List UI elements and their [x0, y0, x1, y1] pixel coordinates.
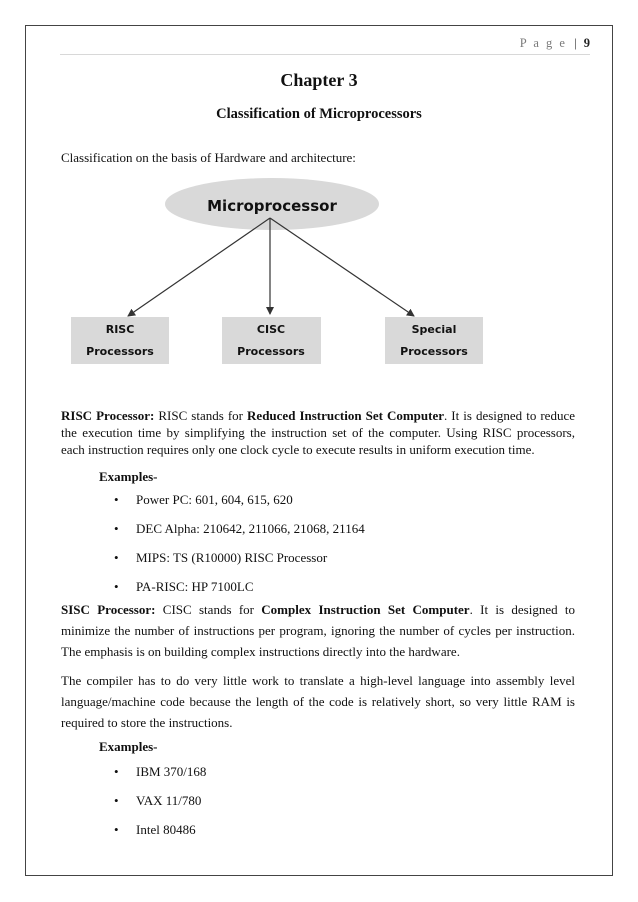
risc-example-3: MIPS: TS (R10000) RISC Processor	[136, 550, 328, 565]
list-item	[114, 579, 254, 595]
list-item	[114, 550, 327, 566]
risc-box-line1: RISC	[105, 323, 135, 336]
cisc-box-line2: Processors	[237, 345, 305, 358]
risc-box-line2: Processors	[86, 345, 154, 358]
risc-text-after: . It is designed to reduce the execution time by simplifying the instruction set of the computer. Using RISC processors, each instruction requires only one clock cycle to execute results in uniform execution time.	[61, 408, 575, 457]
classification-diagram	[0, 170, 638, 375]
root-label: Microprocessor	[207, 197, 337, 215]
cisc-examples-label: Examples-	[99, 739, 158, 754]
risc-text-before: RISC stands for	[154, 408, 248, 423]
page-separator: |	[574, 36, 577, 50]
section-title: Classification of Microprocessors	[216, 106, 422, 122]
cisc-text-before: CISC stands for	[155, 602, 262, 617]
cisc-example-2: VAX 11/780	[136, 793, 202, 808]
chapter-title: Chapter 3	[280, 70, 358, 90]
cisc-label: SISC Processor:	[61, 602, 156, 617]
cisc-term: Complex Instruction Set Computer	[261, 602, 470, 617]
risc-term: Reduced Instruction Set Computer	[247, 408, 445, 423]
risc-example-2: DEC Alpha: 210642, 211066, 21068, 21164	[136, 521, 365, 536]
cisc-paragraph-2: The compiler has to do very little work to translate a high-level language into assembly level language/machine code because the length of the code is relatively short, so very little RAM is required to store the instructions.	[61, 673, 575, 730]
cisc-example-3: Intel 80486	[136, 822, 196, 837]
risc-label: RISC Processor:	[61, 408, 155, 423]
page-number: 9	[583, 36, 590, 50]
list-item	[114, 793, 201, 809]
risc-paragraph	[61, 407, 575, 458]
arrow-to-risc	[128, 218, 270, 316]
arrow-to-special	[270, 218, 414, 316]
special-box-line1: Special	[411, 323, 457, 336]
bullet-icon: •	[114, 550, 119, 565]
list-item	[114, 492, 293, 508]
cisc-example-1: IBM 370/168	[136, 764, 207, 779]
special-box-line2: Processors	[400, 345, 468, 358]
page-label: P a g e	[519, 36, 567, 50]
risc-example-4: PA-RISC: HP 7100LC	[136, 579, 254, 594]
risc-example-1: Power PC: 601, 604, 615, 620	[136, 492, 293, 507]
bullet-icon: •	[114, 521, 119, 536]
bullet-icon: •	[114, 764, 119, 779]
bullet-icon: •	[114, 822, 119, 837]
bullet-icon: •	[114, 492, 119, 507]
list-item	[114, 521, 365, 537]
lead-paragraph: Classification on the basis of Hardware and architecture:	[61, 150, 356, 165]
list-item	[114, 764, 206, 780]
risc-examples-label: Examples-	[99, 469, 158, 484]
cisc-box-line1: CISC	[256, 323, 286, 336]
cisc-paragraph	[61, 599, 575, 662]
bullet-icon: •	[114, 579, 119, 594]
page-header	[60, 36, 590, 55]
cisc-text-after: . It is designed to minimize the number of instructions per program, ignoring the number of cycles per instruction. The emphasis is on building complex instructions directly into the hardware.	[61, 602, 576, 659]
bullet-icon: •	[114, 793, 119, 808]
list-item	[114, 822, 196, 838]
